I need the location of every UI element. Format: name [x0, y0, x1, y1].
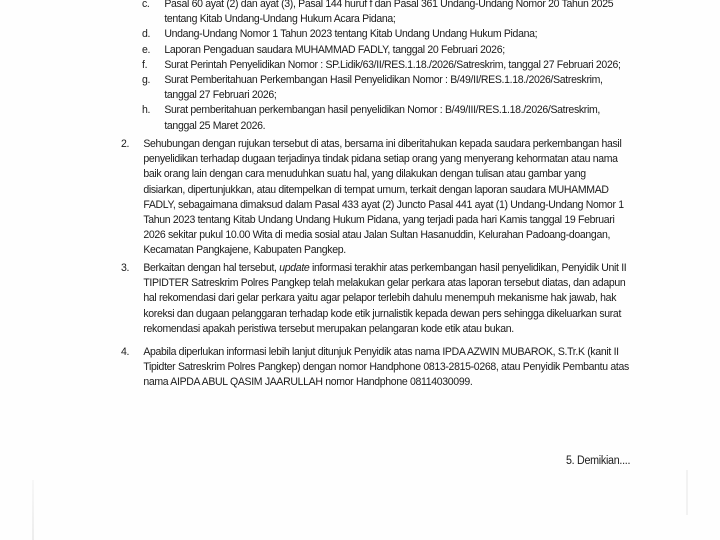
paragraph-number: 4.: [121, 346, 130, 358]
paragraph-line: Berkaitan dengan hal tersebut, update informasi terakhir atas perkembangan hasil penyelidikan, Penyidik Unit II: [143, 262, 627, 274]
list-item-text: Pasal 60 ayat (2) dan ayat (3), Pasal 144 huruf f dan Pasal 361 Undang-Undang Nomor 20 Tahun 2025: [164, 0, 614, 10]
list-item-text: tentang Kitab Undang-Undang Hukum Acara Pidana;: [164, 13, 396, 26]
paragraph-line: penyelidikan terhadap dugaan terjadinya tindak pidana setiap orang yang menyerang kehormatan atau nama: [143, 153, 618, 166]
paragraph-line: baik orang lain dengan cara menuduhkan suatu hal, yang dilakukan dengan tulisan atau gambar yang: [143, 168, 586, 181]
list-item-text: Surat Perintah Penyelidikan Nomor : SP.Lidik/63/II/RES.1.18./2026/Satreskrim, tanggal 27 Februari 2026;: [164, 58, 621, 71]
list-marker: c.: [142, 0, 150, 10]
paragraph-line: FADLY, sebagaimana dimaksud dalam Pasal 433 ayat (2) Juncto Pasal 441 ayat (1) Undang-Undang Nomor 1: [143, 198, 624, 211]
list-marker: e.: [142, 43, 151, 56]
list-marker: h.: [142, 104, 151, 117]
paragraph-line: Kecamatan Pangkajene, Kabupaten Pangkep.: [143, 244, 346, 257]
paragraph-number: 3.: [121, 262, 130, 274]
list-item-text: Laporan Pengaduan saudara MUHAMMAD FADLY, tanggal 20 Februari 2026;: [164, 43, 505, 56]
paragraph-line: Tahun 2023 tentang Kitab Undang Undang Hukum Pidana, yang terjadi pada hari Kamis tanggal 19 Februari: [143, 213, 615, 226]
paragraph-line: Sehubungan dengan rujukan tersebut di atas, bersama ini diberitahukan kepada saudara perkembangan hasil: [143, 138, 622, 150]
list-item-text: Surat pemberitahuan perkembangan hasil penyelidikan Nomor : B/49/III/RES.1.18./2026/Satreskrim,: [164, 104, 601, 117]
paragraph-line: Tipidter Satreskrim Polres Pangkep) dengan nomor Handphone 0813-2815-0268, atau Penyidik Pembantu atas: [143, 361, 629, 374]
closing-text: 5. Demikian....: [566, 455, 631, 467]
legal-basis-item-f: [142, 58, 663, 73]
legal-basis-item-h: [142, 103, 663, 133]
list-item-text: tanggal 25 Maret 2026.: [164, 119, 266, 132]
paragraph-line: disiarkan, dipertunjukkan, atau ditempelkan di tempat umum, terkait dengan laporan saudara MUHAMMAD: [143, 183, 609, 196]
paragraph-line: koreksi dan dugaan pelanggaran terhadap kode etik jurnalistik kepada dewan pers sehingga dikeluarkan surat: [143, 307, 622, 320]
paragraph-line: 2026 sekitar pukul 10.00 Wita di media sosial atau Jalan Sultan Hasanuddin, Kelurahan Padoang-doangan,: [143, 229, 611, 242]
list-item-text: Surat Pemberitahuan Perkembangan Hasil Penyelidikan Nomor : B/49/II/RES.1.18./2026/Satreskrim,: [164, 73, 603, 86]
legal-basis-item-e: [142, 43, 663, 58]
scan-edge-line: [32, 480, 34, 540]
scan-edge-line: [686, 470, 688, 515]
legal-basis-item-d: [142, 27, 663, 42]
paragraph-line: Apabila diperlukan informasi lebih lanjut ditunjuk Penyidik atas nama IPDA AZWIN MUBAROK, S.Tr.K (kanit II: [143, 346, 619, 358]
list-marker: g.: [142, 73, 151, 86]
paragraph-line: TIPIDTER Satreskrim Polres Pangkep telah melakukan gelar perkara atas laporan tersebut diatas, dan adapun: [143, 277, 626, 290]
italic-term: update: [279, 262, 310, 274]
paragraph-number: 2.: [121, 138, 130, 150]
list-item-text: tanggal 27 Februari 2026;: [164, 89, 277, 102]
list-marker: d.: [142, 28, 151, 41]
legal-basis-item-c: [142, 0, 663, 27]
list-item-text: Undang-Undang Nomor 1 Tahun 2023 tentang Kitab Undang Undang Hukum Pidana;: [164, 28, 538, 41]
paragraph-line: nama AIPDA ABUL QASIM JAARULLAH nomor Handphone 08114030099.: [143, 376, 473, 389]
legal-basis-item-g: [142, 73, 663, 103]
paragraph-line: hal rekomendasi dari gelar perkara yaitu agar pelapor terlebih dahulu menempuh mekanisme hak jawab, hak: [143, 292, 617, 305]
list-marker: f.: [142, 58, 148, 71]
legal-basis-list: [142, 0, 663, 134]
paragraph-line: rekomendasi apakah peristiwa tersebut merupakan pelangaran kode etik atau bukan.: [143, 322, 514, 335]
